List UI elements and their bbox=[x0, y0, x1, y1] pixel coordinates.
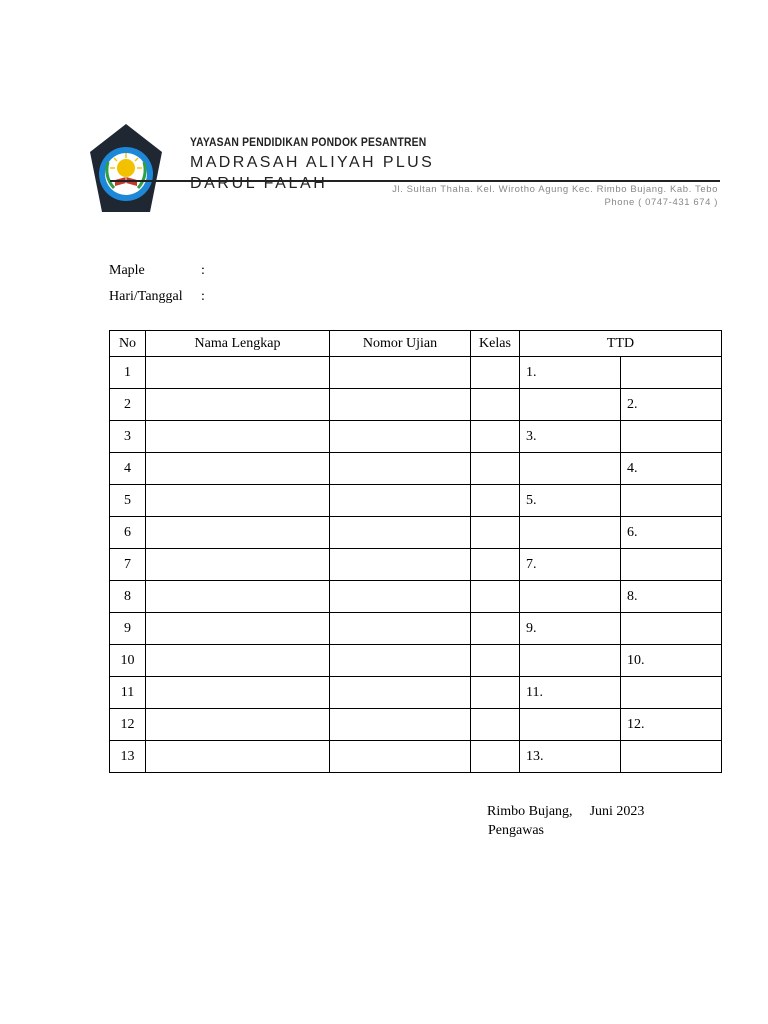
header-kelas: Kelas bbox=[471, 331, 520, 357]
name-cell[interactable] bbox=[146, 357, 330, 389]
class-cell[interactable] bbox=[471, 613, 520, 645]
signature-cell-right[interactable]: 2. bbox=[621, 389, 722, 421]
table-row bbox=[110, 485, 722, 517]
class-cell[interactable] bbox=[471, 741, 520, 773]
name-cell[interactable] bbox=[146, 549, 330, 581]
school-crest-icon bbox=[88, 122, 164, 214]
class-cell[interactable] bbox=[471, 485, 520, 517]
signature-cell-left-empty[interactable] bbox=[520, 581, 621, 613]
row-number: 8 bbox=[110, 581, 146, 613]
signature-cell-left[interactable]: 1. bbox=[520, 357, 621, 389]
header-no: No bbox=[110, 331, 146, 357]
exam-number-cell[interactable] bbox=[330, 453, 471, 485]
exam-number-cell[interactable] bbox=[330, 485, 471, 517]
row-number: 12 bbox=[110, 709, 146, 741]
row-number: 9 bbox=[110, 613, 146, 645]
row-number: 4 bbox=[110, 453, 146, 485]
name-cell[interactable] bbox=[146, 517, 330, 549]
class-cell[interactable] bbox=[471, 421, 520, 453]
class-cell[interactable] bbox=[471, 389, 520, 421]
signature-cell-right[interactable]: 8. bbox=[621, 581, 722, 613]
class-cell[interactable] bbox=[471, 677, 520, 709]
signature-cell-left-empty[interactable] bbox=[520, 453, 621, 485]
letterhead-address-block bbox=[392, 183, 718, 209]
row-number: 10 bbox=[110, 645, 146, 677]
table-header-row bbox=[110, 331, 722, 357]
class-cell[interactable] bbox=[471, 549, 520, 581]
signature-cell-left[interactable]: 11. bbox=[520, 677, 621, 709]
name-cell[interactable] bbox=[146, 389, 330, 421]
table-row bbox=[110, 357, 722, 389]
row-number: 3 bbox=[110, 421, 146, 453]
table-row bbox=[110, 613, 722, 645]
letterhead-school-name: MADRASAH ALIYAH PLUS bbox=[190, 154, 435, 171]
signature-cell-left[interactable]: 7. bbox=[520, 549, 621, 581]
name-cell[interactable] bbox=[146, 421, 330, 453]
signature-cell-left[interactable]: 3. bbox=[520, 421, 621, 453]
table-row bbox=[110, 741, 722, 773]
row-number: 1 bbox=[110, 357, 146, 389]
signature-cell-left-empty[interactable] bbox=[520, 709, 621, 741]
row-number: 2 bbox=[110, 389, 146, 421]
table-body bbox=[110, 357, 722, 773]
name-cell[interactable] bbox=[146, 453, 330, 485]
exam-number-cell[interactable] bbox=[330, 645, 471, 677]
closing-place-date bbox=[487, 802, 644, 821]
signature-cell-right-empty[interactable] bbox=[621, 613, 722, 645]
table-row bbox=[110, 549, 722, 581]
name-cell[interactable] bbox=[146, 677, 330, 709]
table-row bbox=[110, 581, 722, 613]
row-number: 7 bbox=[110, 549, 146, 581]
class-cell[interactable] bbox=[471, 709, 520, 741]
exam-number-cell[interactable] bbox=[330, 581, 471, 613]
closing-date: Juni 2023 bbox=[589, 804, 645, 819]
row-number: 11 bbox=[110, 677, 146, 709]
closing-role: Pengawas bbox=[488, 823, 544, 838]
row-number: 6 bbox=[110, 517, 146, 549]
exam-number-cell[interactable] bbox=[330, 709, 471, 741]
signature-cell-right-empty[interactable] bbox=[621, 357, 722, 389]
attendance-table bbox=[109, 330, 722, 773]
class-cell[interactable] bbox=[471, 581, 520, 613]
signature-cell-right-empty[interactable] bbox=[621, 741, 722, 773]
class-cell[interactable] bbox=[471, 517, 520, 549]
signature-cell-left-empty[interactable] bbox=[520, 645, 621, 677]
class-cell[interactable] bbox=[471, 645, 520, 677]
signature-cell-left-empty[interactable] bbox=[520, 389, 621, 421]
table-row bbox=[110, 645, 722, 677]
table-row bbox=[110, 389, 722, 421]
signature-cell-right[interactable]: 12. bbox=[621, 709, 722, 741]
name-cell[interactable] bbox=[146, 645, 330, 677]
name-cell[interactable] bbox=[146, 613, 330, 645]
table-row bbox=[110, 421, 722, 453]
name-cell[interactable] bbox=[146, 741, 330, 773]
table-row bbox=[110, 677, 722, 709]
header-nomor-ujian: Nomor Ujian bbox=[330, 331, 471, 357]
table-row bbox=[110, 453, 722, 485]
exam-number-cell[interactable] bbox=[330, 357, 471, 389]
field-maple-colon: : bbox=[201, 263, 205, 278]
letterhead-phone: Phone ( 0747-431 674 ) bbox=[604, 197, 718, 208]
field-date-colon: : bbox=[201, 289, 205, 304]
table-row bbox=[110, 709, 722, 741]
signature-cell-right-empty[interactable] bbox=[621, 677, 722, 709]
exam-number-cell[interactable] bbox=[330, 741, 471, 773]
table-row bbox=[110, 517, 722, 549]
field-date-label: Hari/Tanggal bbox=[109, 289, 183, 304]
exam-number-cell[interactable] bbox=[330, 389, 471, 421]
exam-number-cell[interactable] bbox=[330, 421, 471, 453]
exam-number-cell[interactable] bbox=[330, 549, 471, 581]
class-cell[interactable] bbox=[471, 453, 520, 485]
signature-cell-right[interactable]: 4. bbox=[621, 453, 722, 485]
row-number: 13 bbox=[110, 741, 146, 773]
row-number: 5 bbox=[110, 485, 146, 517]
name-cell[interactable] bbox=[146, 709, 330, 741]
signature-cell-left-empty[interactable] bbox=[520, 517, 621, 549]
header-ttd: TTD bbox=[520, 331, 722, 357]
signature-cell-left[interactable]: 9. bbox=[520, 613, 621, 645]
field-maple-label: Maple bbox=[109, 263, 145, 278]
closing-place: Rimbo Bujang, bbox=[487, 804, 573, 819]
field-date bbox=[109, 289, 205, 305]
exam-number-cell[interactable] bbox=[330, 677, 471, 709]
field-maple bbox=[109, 263, 205, 279]
name-cell[interactable] bbox=[146, 485, 330, 517]
signature-cell-right-empty[interactable] bbox=[621, 421, 722, 453]
signature-cell-right[interactable]: 10. bbox=[621, 645, 722, 677]
name-cell[interactable] bbox=[146, 581, 330, 613]
class-cell[interactable] bbox=[471, 357, 520, 389]
letterhead-address: Jl. Sultan Thaha. Kel. Wirotho Agung Kec. Rimbo Bujang. Kab. Tebo bbox=[392, 184, 718, 195]
exam-number-cell[interactable] bbox=[330, 517, 471, 549]
exam-number-cell[interactable] bbox=[330, 613, 471, 645]
signature-cell-right[interactable]: 6. bbox=[621, 517, 722, 549]
closing-block bbox=[487, 802, 644, 840]
header-nama-lengkap: Nama Lengkap bbox=[146, 331, 330, 357]
letterhead-organization: YAYASAN PENDIDIKAN PONDOK PESANTREN bbox=[190, 137, 427, 149]
signature-cell-right-empty[interactable] bbox=[621, 485, 722, 517]
signature-cell-right-empty[interactable] bbox=[621, 549, 722, 581]
signature-cell-left[interactable]: 13. bbox=[520, 741, 621, 773]
letterhead-school-name-2: DARUL FALAH bbox=[190, 175, 328, 192]
signature-cell-left[interactable]: 5. bbox=[520, 485, 621, 517]
